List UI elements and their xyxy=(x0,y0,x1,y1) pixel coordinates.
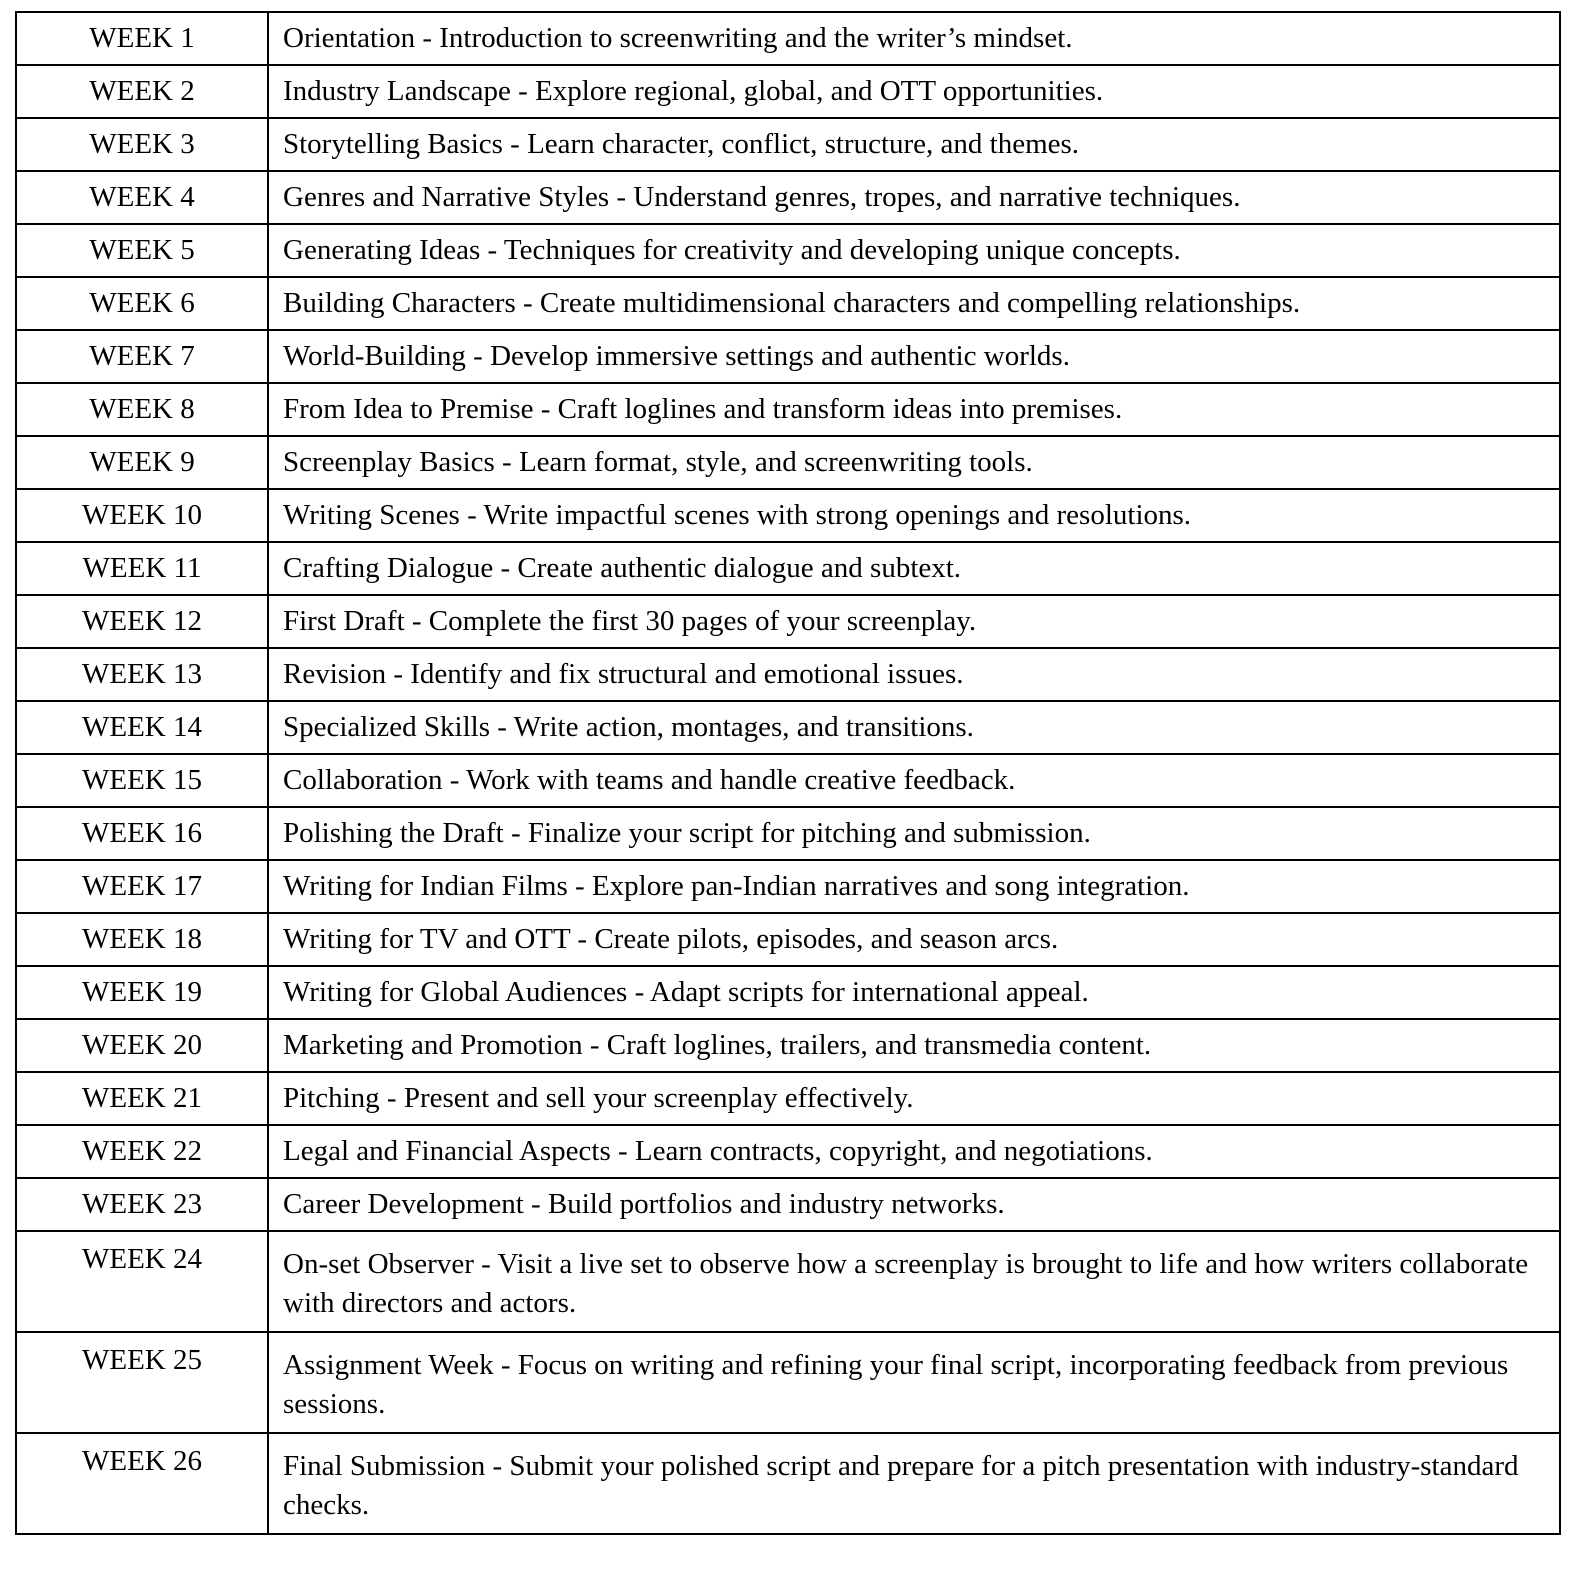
week-label: WEEK 3 xyxy=(16,118,268,171)
table-row xyxy=(16,913,1560,966)
table-row xyxy=(16,542,1560,595)
week-topic: Writing for Indian Films - Explore pan-Indian narratives and song integration. xyxy=(268,860,1560,913)
week-label: WEEK 19 xyxy=(16,966,268,1019)
table-row xyxy=(16,1072,1560,1125)
table-row xyxy=(16,754,1560,807)
week-topic: Orientation - Introduction to screenwriting and the writer’s mindset. xyxy=(268,12,1560,65)
week-label: WEEK 4 xyxy=(16,171,268,224)
week-label: WEEK 8 xyxy=(16,383,268,436)
week-label: WEEK 23 xyxy=(16,1178,268,1231)
week-label: WEEK 11 xyxy=(16,542,268,595)
week-topic: Polishing the Draft - Finalize your script for pitching and submission. xyxy=(268,807,1560,860)
week-topic: Marketing and Promotion - Craft loglines, trailers, and transmedia content. xyxy=(268,1019,1560,1072)
week-topic: Legal and Financial Aspects - Learn contracts, copyright, and negotiations. xyxy=(268,1125,1560,1178)
table-row xyxy=(16,489,1560,542)
week-topic: Specialized Skills - Write action, montages, and transitions. xyxy=(268,701,1560,754)
week-topic: Career Development - Build portfolios and industry networks. xyxy=(268,1178,1560,1231)
week-topic: From Idea to Premise - Craft loglines and transform ideas into premises. xyxy=(268,383,1560,436)
week-label: WEEK 20 xyxy=(16,1019,268,1072)
table-row xyxy=(16,1178,1560,1231)
week-topic: First Draft - Complete the first 30 pages of your screenplay. xyxy=(268,595,1560,648)
week-label: WEEK 14 xyxy=(16,701,268,754)
week-label: WEEK 6 xyxy=(16,277,268,330)
week-topic: Industry Landscape - Explore regional, global, and OTT opportunities. xyxy=(268,65,1560,118)
week-topic: Genres and Narrative Styles - Understand genres, tropes, and narrative techniques. xyxy=(268,171,1560,224)
table-row xyxy=(16,1125,1560,1178)
week-topic: Storytelling Basics - Learn character, conflict, structure, and themes. xyxy=(268,118,1560,171)
table-row xyxy=(16,595,1560,648)
week-topic: Collaboration - Work with teams and handle creative feedback. xyxy=(268,754,1560,807)
week-label: WEEK 7 xyxy=(16,330,268,383)
week-topic: Writing for Global Audiences - Adapt scripts for international appeal. xyxy=(268,966,1560,1019)
table-row xyxy=(16,648,1560,701)
week-topic: Writing for TV and OTT - Create pilots, episodes, and season arcs. xyxy=(268,913,1560,966)
week-label: WEEK 10 xyxy=(16,489,268,542)
table-row xyxy=(16,701,1560,754)
week-label: WEEK 21 xyxy=(16,1072,268,1125)
week-label: WEEK 17 xyxy=(16,860,268,913)
table-row xyxy=(16,277,1560,330)
week-topic: On-set Observer - Visit a live set to observe how a screenplay is brought to life and how writers collaborate with directors and actors. xyxy=(268,1231,1560,1332)
week-topic: Assignment Week - Focus on writing and refining your final script, incorporating feedback from previous sessions. xyxy=(268,1332,1560,1433)
week-label: WEEK 15 xyxy=(16,754,268,807)
week-label: WEEK 1 xyxy=(16,12,268,65)
week-topic: Screenplay Basics - Learn format, style, and screenwriting tools. xyxy=(268,436,1560,489)
week-label: WEEK 26 xyxy=(16,1433,268,1534)
table-row xyxy=(16,224,1560,277)
week-label: WEEK 5 xyxy=(16,224,268,277)
table-row xyxy=(16,171,1560,224)
week-topic: World-Building - Develop immersive settings and authentic worlds. xyxy=(268,330,1560,383)
week-topic: Revision - Identify and fix structural and emotional issues. xyxy=(268,648,1560,701)
week-label: WEEK 13 xyxy=(16,648,268,701)
week-label: WEEK 9 xyxy=(16,436,268,489)
week-topic: Writing Scenes - Write impactful scenes with strong openings and resolutions. xyxy=(268,489,1560,542)
course-schedule-table xyxy=(15,11,1561,1535)
table-row xyxy=(16,65,1560,118)
table-row xyxy=(16,1433,1560,1534)
table-row xyxy=(16,118,1560,171)
week-label: WEEK 2 xyxy=(16,65,268,118)
week-label: WEEK 24 xyxy=(16,1231,268,1332)
table-row xyxy=(16,1332,1560,1433)
table-row xyxy=(16,12,1560,65)
week-topic: Building Characters - Create multidimensional characters and compelling relationships. xyxy=(268,277,1560,330)
week-label: WEEK 22 xyxy=(16,1125,268,1178)
table-row xyxy=(16,807,1560,860)
week-label: WEEK 16 xyxy=(16,807,268,860)
table-row xyxy=(16,1019,1560,1072)
week-label: WEEK 12 xyxy=(16,595,268,648)
week-topic: Crafting Dialogue - Create authentic dialogue and subtext. xyxy=(268,542,1560,595)
table-row xyxy=(16,436,1560,489)
table-row xyxy=(16,383,1560,436)
schedule-body xyxy=(16,12,1560,1534)
week-topic: Pitching - Present and sell your screenplay effectively. xyxy=(268,1072,1560,1125)
table-row xyxy=(16,860,1560,913)
week-topic: Generating Ideas - Techniques for creativity and developing unique concepts. xyxy=(268,224,1560,277)
table-row xyxy=(16,966,1560,1019)
table-row xyxy=(16,1231,1560,1332)
week-label: WEEK 18 xyxy=(16,913,268,966)
table-row xyxy=(16,330,1560,383)
week-label: WEEK 25 xyxy=(16,1332,268,1433)
week-topic: Final Submission - Submit your polished script and prepare for a pitch presentation with industry-standard checks. xyxy=(268,1433,1560,1534)
